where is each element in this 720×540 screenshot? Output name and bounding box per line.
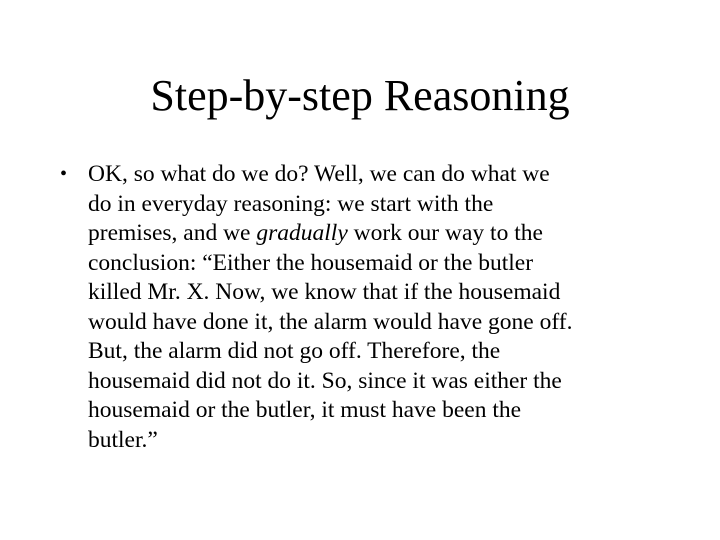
bullet-line: housemaid did not do it. So, since it was either the	[88, 367, 562, 394]
bullet-line: butler.”	[88, 426, 158, 453]
bullet-line: would have done it, the alarm would have gone off.	[88, 308, 573, 335]
bullet-line: killed Mr. X. Now, we know that if the housemaid	[88, 279, 561, 305]
bullet-line-text: premises, and we	[88, 220, 257, 246]
bullet-line	[88, 219, 680, 249]
bullet-icon: •	[60, 163, 68, 185]
bullet-line: OK, so what do we do? Well, we can do what we	[88, 161, 550, 187]
slide-title: Step-by-step Reasoning	[150, 71, 570, 120]
emphasized-word: gradually	[256, 220, 348, 246]
slide-body	[60, 160, 680, 455]
bullet-line: conclusion: “Either the housemaid or the butler	[88, 249, 534, 276]
bullet-line: housemaid or the butler, it must have been the	[88, 397, 522, 423]
bullet-item	[60, 160, 680, 455]
bullet-line-text: work our way to the	[347, 220, 543, 246]
bullet-line: But, the alarm did not go off. Therefore, the	[88, 338, 501, 364]
bullet-line: do in everyday reasoning: we start with the	[88, 190, 494, 217]
